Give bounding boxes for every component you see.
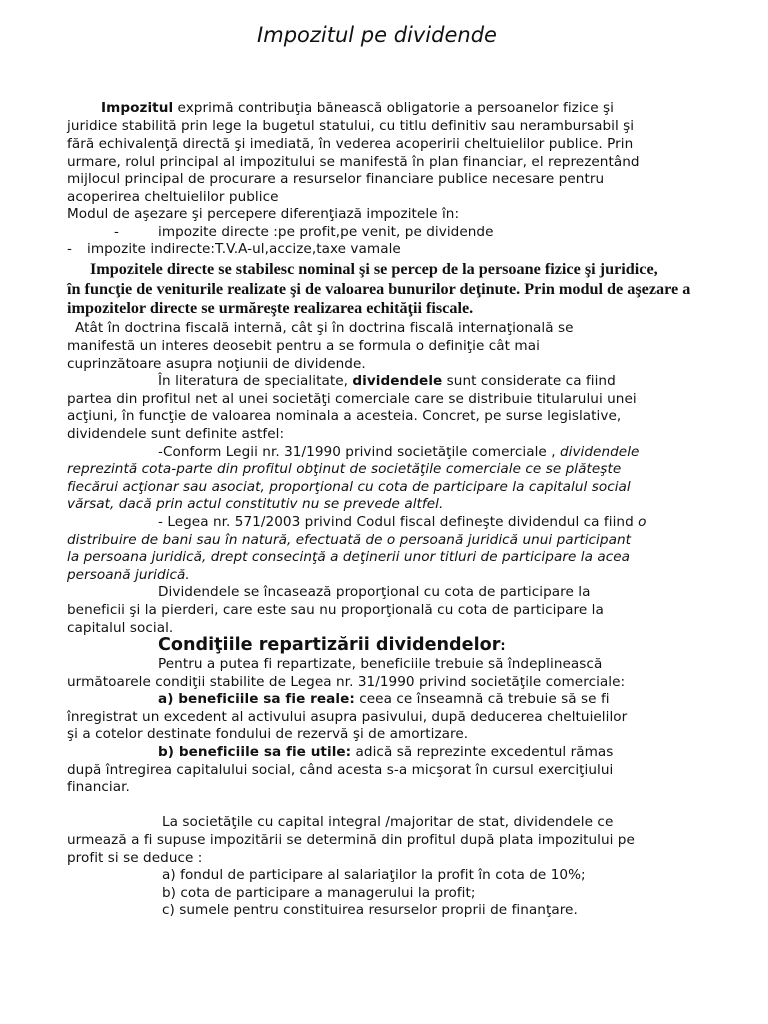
list-item-dash: -: [67, 241, 72, 257]
page-title: Impozitul pe dividende: [257, 23, 497, 47]
list-item: c) sumele pentru constituirea resurselor proprii de finanţare.: [162, 902, 578, 918]
classification-line: Modul de aşezare şi percepere diferenţiază impozitele în:: [67, 206, 460, 222]
bold-term: dividendele: [352, 373, 443, 389]
list-item: b) cota de participare a managerului la profit;: [162, 885, 476, 901]
bold-term: Impozitul: [101, 100, 174, 116]
list-item: a) fondul de participare al salariaţilor la profit în cota de 10%;: [162, 867, 586, 883]
section-heading: Condiţiile repartizării dividendelor:: [158, 635, 506, 655]
bold-term: a) beneficiile sa fie reale:: [158, 691, 355, 707]
document-page: Impozitul pe dividende Impozitul exprimă contribuţia bănească obligatorie a persoanelor fizice şi juridice stabilită prin lege la bugetul statului, cu titlu definitiv sau nerambursabil şi fără echivalenţă directă şi imediată, în vederea acoperirii cheltuielilor publice. Prin urmare, rolul principal al impozitului se manifestă în plan financiar, el reprezentând mijlocul principal de procurare a resurselor financiare publice necesare pentru acoperirea cheltuielilor publice Modul de aşezare şi percepere diferenţiază impozitele în: - impozite directe :pe profit,pe venit, pe dividende - impozite indirecte:T.V.A-ul,accize,taxe vamale Impozitele directe se stabilesc nominal şi se percep de la persoane fizice şi juridice, în funcţie de veniturile realizate şi de valoarea bunurilor deţinute. Prin modul de aşezare a impozitelor directe se urmăreşte realizarea echităţii fiscale. Atât în doctrina fiscală internă, cât şi în doctrina fiscală internaţională se manifestă un interes deosebit pentru a se formula o definiţie cât mai cuprinzătoare asupra noţiunii de dividende. În literatura de specialitate, dividendele sunt considerate ca fiind partea din profitul net al unei societăţi comerciale care se distribuie titularului unei acţiuni, în funcţie de valoarea nominala a acesteia. Concret, pe surse legislative, dividendele sunt definite astfel: -Conform Legii nr. 31/1990 privind societăţile comerciale , dividendele reprezintă cota-parte din profitul obţinut de societăţile comerciale ce se plăteşte fiecărui acţionar sau asociat, proporţional cu cota de participare la capitalul social vărsat, dacă prin actul constitutiv nu se prevede altfel. - Legea nr. 571/2003 privind Codul fiscal defineşte dividendul ca fiind o distribuire de bani sau în natură, efectuată de o persoană juridică unui participant la persoana juridică, drept consecinţă a deţinerii unor titluri de participare la acea persoană juridică. Dividendele se încasează proporţional cu cota de participare la beneficii şi la pierderi, care este sau nu proporţională cu cota de participare la capitalul social. Condiţiile repartizării dividendelor: Pentru a putea fi repartizate, beneficiile trebuie să îndeplinească următoarele condiţii stabilite de Legea nr. 31/1990 privind societăţile comerciale: a) beneficiile sa fie reale: ceea ce înseamnă că trebuie să se fi înregistrat un excedent al activului asupra pasivului, după deducerea cheltuielilor şi a cotelor destinate fondului de rezervă şi de amortizare. b) beneficiile sa fie utile: adică să reprezinte excedentul rămas după întregirea capitalului social, când acesta s-a micşorat în cursul exerciţiului financiar. La societăţile cu capital integral /majoritar de stat, dividendele ce urmează a fi supuse impozitării se determină din profitul după plata impozitului pe profit si se deduce : a) fondul de participare al salariaţilor la profit în cota de 10%; b) cota de participare a managerului la profit; c) sumele pentru constituirea resurselor proprii de finanţare.: [0, 0, 768, 1024]
list-item: impozite indirecte:T.V.A-ul,accize,taxe vamale: [87, 241, 401, 257]
list-item-dash: -: [114, 224, 119, 240]
list-item: impozite directe :pe profit,pe venit, pe dividende: [158, 224, 494, 240]
bold-term: b) beneficiile sa fie utile:: [158, 744, 352, 760]
